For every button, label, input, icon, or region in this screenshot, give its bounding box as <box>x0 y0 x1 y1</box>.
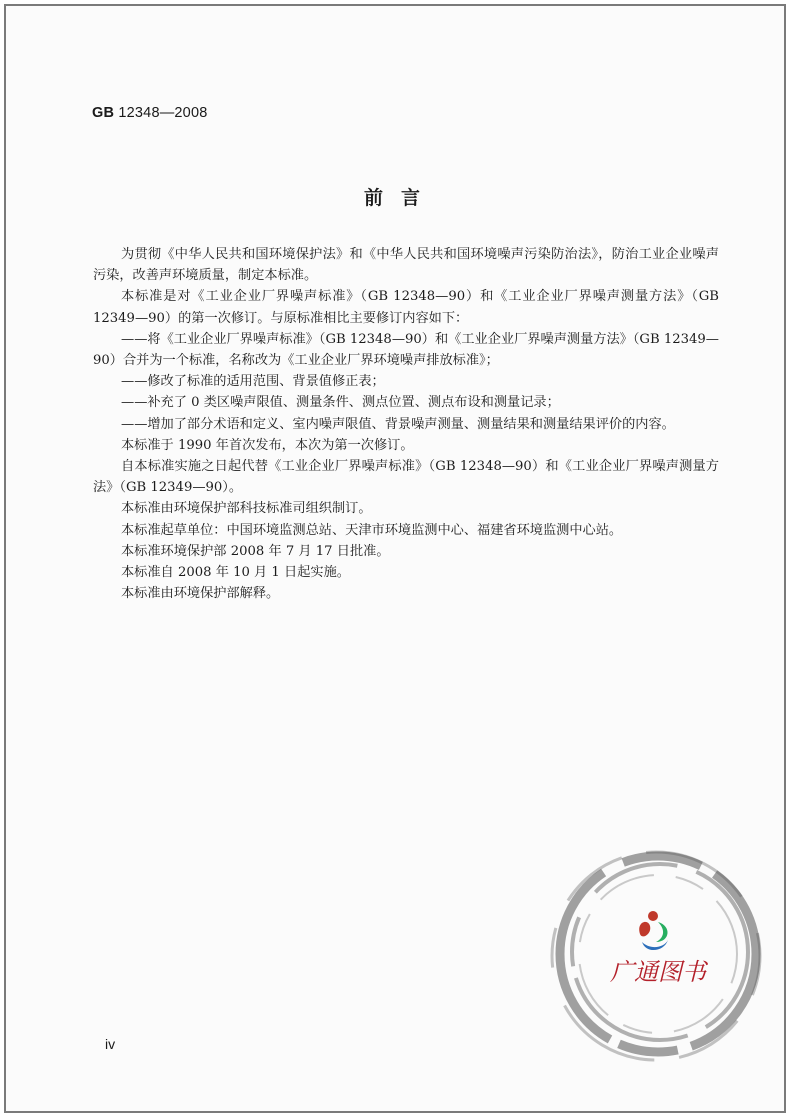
paragraph-first-release: 本标准于 1990 年首次发布，本次为第一次修订。 <box>121 437 414 453</box>
publisher-seal-logo <box>546 842 771 1067</box>
document-page <box>4 4 786 1113</box>
standard-code <box>92 105 207 121</box>
paragraph-effective-date: 本标准自 2008 年 10 月 1 日起实施。 <box>121 565 350 581</box>
paragraph-replacement: 自本标准实施之日起代替《工业企业厂界噪声标准》（GB 12348—90）和《工业企业厂界噪声测量方法》（GB 12349—90）。 <box>93 459 719 496</box>
list-item-supplement: ——补充了 0 类区噪声限值、测量条件、测点位置、测点布设和测量记录； <box>121 395 560 411</box>
paragraph-interpretation: 本标准由环境保护部解释。 <box>121 586 280 602</box>
paragraph-purpose: 为贯彻《中华人民共和国环境保护法》和《中华人民共和国环境噪声污染防治法》，防治工业企业噪声污染，改善声环境质量，制定本标准。 <box>93 247 719 284</box>
foreword-body <box>93 244 719 604</box>
ink-brush-ring <box>552 852 760 1060</box>
paragraph-revision-intro: 本标准是对《工业企业厂界噪声标准》（GB 12348—90）和《工业企业厂界噪声测量方法》（GB 12349—90）的第一次修订。与原标准相比主要修订内容如下： <box>93 289 719 326</box>
paragraph-approval: 本标准环境保护部 2008 年 7 月 17 日批准。 <box>121 543 390 559</box>
seal-lettering: 广通图书 <box>610 958 706 986</box>
paragraph-organizer: 本标准由环境保护部科技标准司组织制订。 <box>121 501 372 517</box>
list-item-scope: ——修改了标准的适用范围、背景值修正表； <box>121 374 385 390</box>
list-item-additions: ——增加了部分术语和定义、室内噪声限值、背景噪声测量、测量结果和测量结果评价的内容。 <box>121 416 675 432</box>
publisher-emblem-icon <box>639 911 668 950</box>
page-title: 前言 <box>363 187 438 209</box>
page-number: iv <box>105 1036 116 1052</box>
standard-prefix: GB <box>92 105 115 121</box>
list-item-merge: ——将《工业企业厂界噪声标准》（GB 12348—90）和《工业企业厂界噪声测量方法》（GB 12349—90）合并为一个标准，名称改为《工业企业厂界环境噪声排放标准》； <box>93 331 719 369</box>
standard-number: 12348—2008 <box>118 105 208 121</box>
paragraph-drafters: 本标准起草单位：中国环境监测总站、天津市环境监测中心、福建省环境监测中心站。 <box>121 522 623 538</box>
